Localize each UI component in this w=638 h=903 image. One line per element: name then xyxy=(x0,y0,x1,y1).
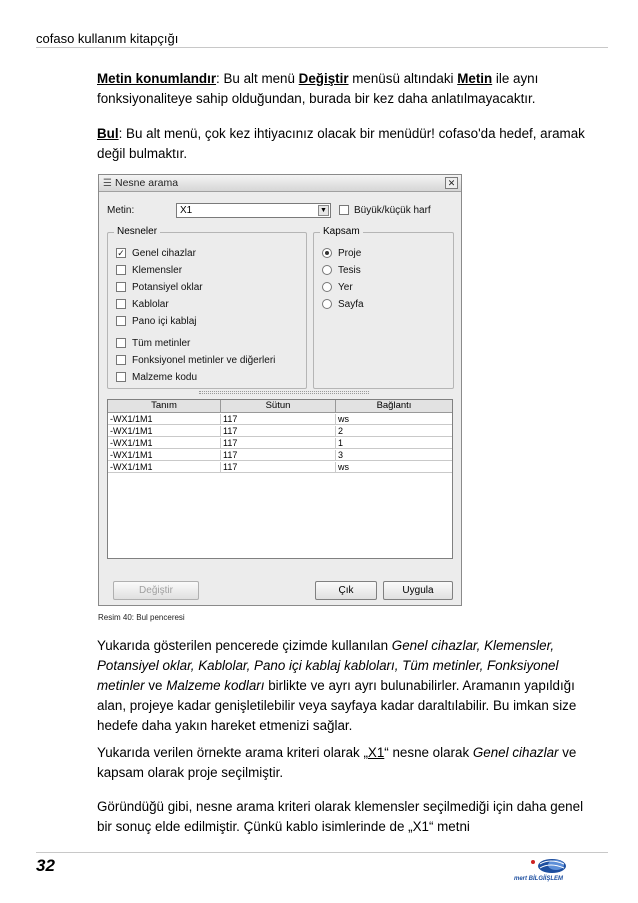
paragraph-description: Yukarıda gösterilen pencerede çizimde kullanılan Genel cihazlar, Klemensler, Potansiyel oklar, Kablolar, Pano içi kablaj kabloları, Tüm metinler, Fonksiyonel metinler ve Malzeme kodları birlikte ve ayrı ayrı bulunabilirler. Aramanın yapıldığı alan, projeye kadar genişletilebilir veya sayfaya kadar daraltılabilir. Bu imkan size hedefe daha yakın hareket etmenizi sağlar. xyxy=(97,638,577,733)
figure-caption: Resim 40: Bul penceresi xyxy=(98,613,185,622)
close-icon[interactable]: ✕ xyxy=(445,177,458,189)
label-potansiyel-oklar: Potansiyel oklar xyxy=(132,282,203,293)
radio-sayfa[interactable] xyxy=(322,299,332,309)
genel-cihazlar-term: Genel cihazlar xyxy=(472,745,559,760)
dialog-title: Nesne arama xyxy=(115,177,179,189)
logo-text: mert BİLGİİŞLEM xyxy=(514,876,564,882)
checkbox-genel-cihazlar[interactable]: ✓ xyxy=(117,248,125,258)
checkbox-pano-ici-kablaj[interactable] xyxy=(116,316,126,326)
label-yer: Yer xyxy=(338,282,353,293)
paragraph-result: Göründüğü gibi, nesne arama kriteri olarak klemensler seçilmediği için daha genel bir sonuç elde edilmiştir. Çünkü kablo isimlerinde de „X1“ metni xyxy=(97,799,584,834)
checkbox-fonksiyonel-metinler[interactable] xyxy=(116,355,126,365)
label-genel-cihazlar: Genel cihazlar xyxy=(132,248,196,259)
column-header-sutun[interactable]: Sütun xyxy=(221,400,336,413)
metin-combobox[interactable] xyxy=(176,203,331,218)
label-tesis: Tesis xyxy=(338,265,361,276)
window-icon: ☰ xyxy=(103,178,112,189)
footer-divider xyxy=(36,852,608,853)
label-malzeme-kodu: Malzeme kodu xyxy=(132,372,198,383)
dialog-titlebar xyxy=(99,175,461,192)
running-header: cofaso kullanım kitapçığı xyxy=(36,31,179,46)
label-fonksiyonel-metinler: Fonksiyonel metinler ve diğerleri xyxy=(132,355,276,366)
paragraph-bul: Bul: Bu alt menü, çok kez ihtiyacınız olacak bir menüdür! cofaso'da hedef, aramak değil bulmaktır. xyxy=(97,126,585,161)
label-proje: Proje xyxy=(338,248,362,259)
term-degistir: Değiştir xyxy=(298,71,349,86)
case-checkbox[interactable] xyxy=(339,205,349,215)
table-row[interactable]: -WX1/1M1 117 ws xyxy=(108,414,452,425)
checkbox-malzeme-kodu[interactable] xyxy=(116,372,126,382)
paragraph-example: Yukarıda verilen örnekte arama kriteri olarak „X1“ nesne olarak Genel cihazlar ve kapsam olarak proje seçilmiştir. xyxy=(97,745,577,780)
table-row[interactable]: -WX1/1M1 117 3 xyxy=(108,450,452,461)
column-header-tanim[interactable]: Tanım xyxy=(108,400,221,413)
radio-yer[interactable] xyxy=(322,282,332,292)
kapsam-title: Kapsam xyxy=(320,226,363,237)
mert-bilgiislem-logo xyxy=(510,856,580,886)
cik-button[interactable]: Çık xyxy=(315,581,377,600)
label-kablolar: Kablolar xyxy=(132,299,169,310)
label-pano-ici-kablaj: Pano içi kablaj xyxy=(132,316,197,327)
results-table xyxy=(107,399,453,559)
checkbox-klemensler[interactable] xyxy=(116,265,126,275)
radio-tesis[interactable] xyxy=(322,265,332,275)
uygula-button[interactable]: Uygula xyxy=(383,581,453,600)
header-divider xyxy=(36,47,608,48)
nesne-arama-dialog xyxy=(98,174,462,606)
label-tum-metinler: Tüm metinler xyxy=(132,338,191,349)
term-metin: Metin xyxy=(457,71,493,86)
nesneler-group xyxy=(107,226,307,389)
paragraph-metin-konumlandir: Metin konumlandır: Bu alt menü Değiştir menüsü altındaki Metin ile aynı fonksiyonaliteye sahip olduğundan, burada bir kez daha anlatılmayacaktır. xyxy=(97,71,539,106)
term-bul: Bul xyxy=(97,126,119,141)
term-metin-konumlandir: Metin konumlandır xyxy=(97,71,217,86)
degistir-button[interactable]: Değiştir xyxy=(113,581,199,600)
object-types: Genel cihazlar, Klemensler, Potansiyel oklar, Kablolar, Pano içi kablaj kabloları, Tüm metinler, Fonksiyonel metinler xyxy=(97,638,559,693)
table-row[interactable]: -WX1/1M1 117 ws xyxy=(108,462,452,473)
checkbox-tum-metinler[interactable] xyxy=(116,338,126,348)
table-row[interactable]: -WX1/1M1 117 2 xyxy=(108,426,452,437)
radio-proje[interactable] xyxy=(322,248,332,258)
checkbox-kablolar[interactable] xyxy=(116,299,126,309)
label-klemensler: Klemensler xyxy=(132,265,183,276)
chevron-down-icon[interactable]: ▼ xyxy=(318,205,329,216)
column-header-baglanti[interactable]: Bağlantı xyxy=(376,400,412,411)
table-header xyxy=(108,400,452,413)
case-label: Büyük/küçük harf xyxy=(354,205,431,216)
metin-value: X1 xyxy=(180,205,193,216)
splitter-handle[interactable] xyxy=(199,391,369,394)
checkbox-potansiyel-oklar[interactable] xyxy=(116,282,126,292)
search-term-x1: X1 xyxy=(367,745,385,760)
page-number: 32 xyxy=(36,856,55,875)
kapsam-group xyxy=(313,226,454,389)
nesneler-title: Nesneler xyxy=(114,226,160,237)
table-row[interactable]: -WX1/1M1 117 1 xyxy=(108,438,452,449)
metin-label: Metin: xyxy=(107,205,135,216)
label-sayfa: Sayfa xyxy=(338,299,364,310)
malzeme-kodlari: Malzeme kodları xyxy=(166,678,265,693)
